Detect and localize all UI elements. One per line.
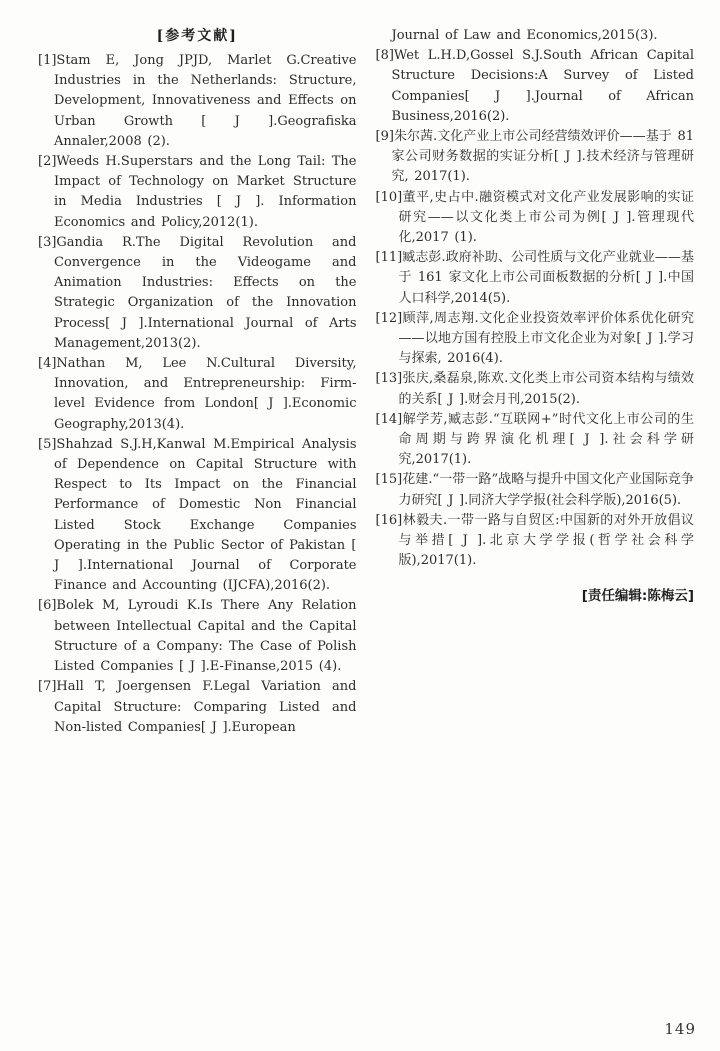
reference-item-13: [13]张庆,桑磊泉,陈欢.文化类上市公司资本结构与绩效的关系[ J ].财会月刊,2015(2). xyxy=(375,371,694,407)
reference-item-11: [11]臧志彭.政府补助、公司性质与文化产业就业——基于 161 家文化上市公司面板数据的分析[ J ].中国人口科学,2014(5). xyxy=(375,250,694,306)
reference-item-2: [2]Weeds H.Superstars and the Long Tail: The Impact of Technology on Market Structure in Media Industries [ J ]. Information Economics and Policy,2012(1). xyxy=(38,154,357,230)
references-heading: [参考文献] xyxy=(156,28,238,44)
reference-item-9: [9]朱尔茜.文化产业上市公司经营绩效评价——基于 81 家公司财务数据的实证分析[ J ].技术经济与管理研究, 2017(1). xyxy=(375,129,694,185)
right-column xyxy=(376,26,695,738)
reference-item-14: [14]解学芳,臧志彭.“互联网+”时代文化上市公司的生命周期与跨界演化机理[ J ].社会科学研究,2017(1). xyxy=(375,411,694,468)
reference-item-12: [12]顾萍,周志翔.文化企业投资效率评价体系优化研究——以地方国有控股上市文化企业为对象[ J ].学习与探索, 2016(4). xyxy=(375,310,694,367)
reference-item-15: [15]花建.“一带一路”战略与提升中国文化产业国际竞争力研究[ J ].同济大学学报(社会科学版),2016(5). xyxy=(375,472,694,508)
reference-item-16: [16]林毅夫.一带一路与自贸区:中国新的对外开放倡议与举措[ J ].北京大学学报(哲学社会科学版),2017(1). xyxy=(375,512,694,569)
reference-item-6: [6]Bolek M, Lyroudi K.Is There Any Relation between Intellectual Capital and the Capital Structure of a Company: The Case of Polish Listed Companies [ J ].E-Finanse,2015 (4). xyxy=(38,598,357,675)
reference-item-1: [1]Stam E, Jong JPJD, Marlet G.Creative Industries in the Netherlands: Structure, Development, Innovativeness and Effects on Urban Growth [ J ].Geografiska Annaler,2008 (2). xyxy=(38,53,357,149)
reference-item-4: [4]Nathan M, Lee N.Cultural Diversity, Innovation, and Entrepreneurship: Firm-level Evidence from London[ J ].Economic Geography,2013(4). xyxy=(38,356,357,432)
reference-item-8: [8]Wet L.H.D,Gossel S.J.South African Capital Structure Decisions:A Survey of Listed Companies[ J ].Journal of African Business,2016(2). xyxy=(375,48,694,124)
left-column xyxy=(38,26,357,738)
page-number: 149 xyxy=(664,1020,696,1038)
reference-item-7-continuation: Journal of Law and Economics,2015(3). xyxy=(391,28,658,43)
reference-item-3: [3]Gandia R.The Digital Revolution and Convergence in the Videogame and Animation Industries: Effects on the Strategic Organization of the Innovation Process[ J ].International Journal of Arts Management,2013(2). xyxy=(38,234,357,351)
reference-item-7: [7]Hall T, Joergensen F.Legal Variation and Capital Structure: Comparing Listed and Non-listed Companies[ J ].European xyxy=(38,679,357,735)
reference-item-10: [10]董平,史占中.融资模式对文化产业发展影响的实证研究——以文化类上市公司为例[ J ].管理现代化,2017 (1). xyxy=(375,189,694,246)
reference-item-5: [5]Shahzad S.J.H,Kanwal M.Empirical Analysis of Dependence on Capital Structure with Respect to Its Impact on the Financial Performance of Domestic Non Financial Listed Stock Exchange Companies Operating in the Public Sector of Pakistan [ J ].International Journal of Corporate Finance and Accounting (IJCFA),2016(2). xyxy=(38,436,357,594)
managing-editor-note: [责任编辑:陈梅云] xyxy=(581,588,694,605)
